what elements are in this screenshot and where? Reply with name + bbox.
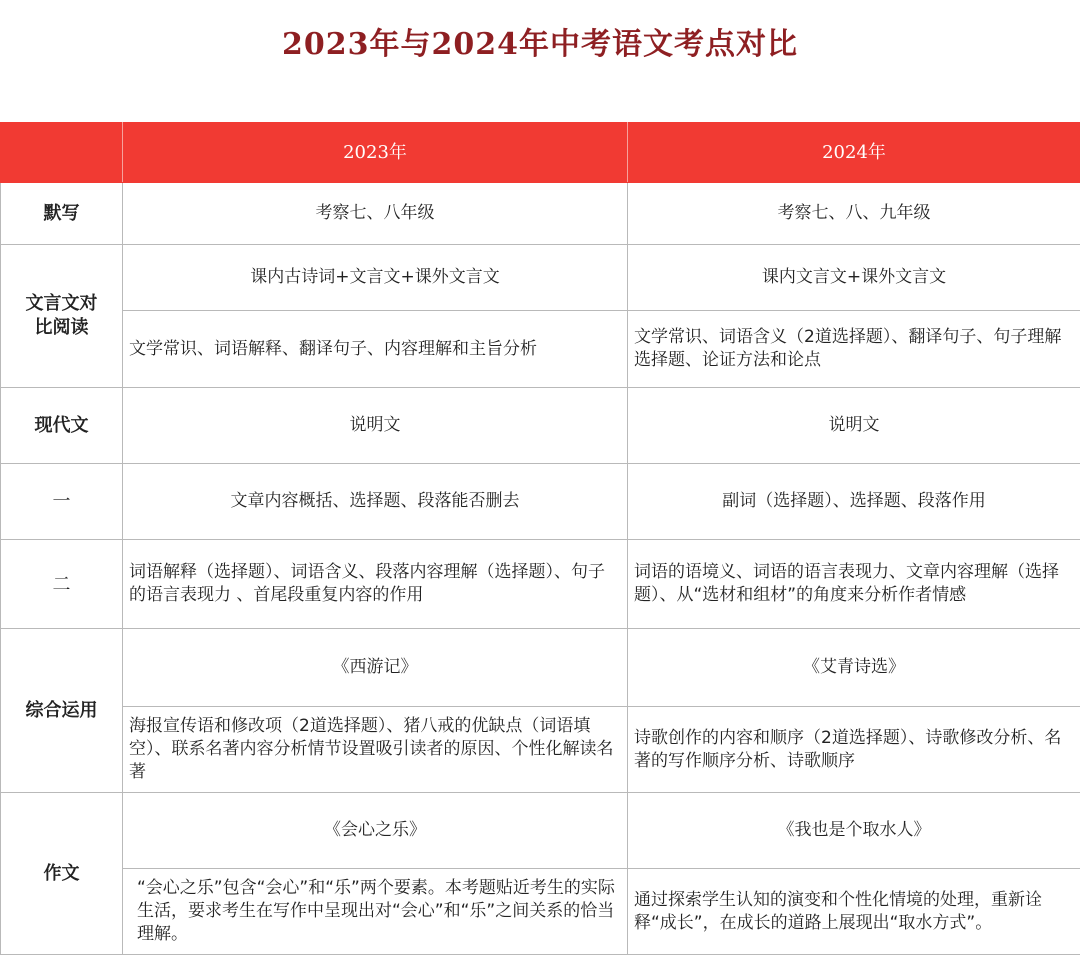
header-2024: 2024年 xyxy=(628,123,1080,183)
table-row-two xyxy=(1,540,1080,629)
cell-zonghe-b-2024: 诗歌创作的内容和顺序（2道选择题）、诗歌修改分析、名著的写作顺序分析、诗歌顺序 xyxy=(628,707,1080,793)
cell-wenyan-b-2024: 文学常识、词语含义（2道选择题）、翻译句子、句子理解选择题、论证方法和论点 xyxy=(628,311,1080,388)
cell-moxie-2024: 考察七、八、九年级 xyxy=(628,183,1080,245)
cell-xiandai-2024: 说明文 xyxy=(628,388,1080,464)
table-row-wenyan-b xyxy=(1,311,1080,388)
cell-one-2024: 副词（选择题）、选择题、段落作用 xyxy=(628,464,1080,540)
cell-zonghe-a-2023: 《西游记》 xyxy=(123,629,628,707)
cell-two-2024: 词语的语境义、词语的语言表现力、文章内容理解（选择题）、从“选材和组材”的角度来分析作者情感 xyxy=(628,540,1080,629)
table-row-wenyan-a xyxy=(1,245,1080,311)
row-label-zuowen: 作文 xyxy=(1,793,123,955)
cell-one-2023: 文章内容概括、选择题、段落能否删去 xyxy=(123,464,628,540)
row-label-zonghe: 综合运用 xyxy=(1,629,123,793)
header-2023: 2023年 xyxy=(123,123,628,183)
row-label-wenyan xyxy=(1,245,123,388)
header-blank-cell xyxy=(1,123,123,183)
table-row-xiandai xyxy=(1,388,1080,464)
cell-zonghe-b-2023: 海报宣传语和修改项（2道选择题）、猪八戒的优缺点（词语填空）、联系名著内容分析情节设置吸引读者的原因、个性化解读名著 xyxy=(123,707,628,793)
cell-zuowen-b-2024: 通过探索学生认知的演变和个性化情境的处理，重新诠释“成长”，在成长的道路上展现出“取水方式”。 xyxy=(628,869,1080,955)
row-label-wenyan-text: 文言文对比阅读 xyxy=(20,292,104,340)
cell-zuowen-a-2024: 《我也是个取水人》 xyxy=(628,793,1080,869)
row-label-moxie: 默写 xyxy=(1,183,123,245)
table-row-zuowen-a xyxy=(1,793,1080,869)
cell-moxie-2023: 考察七、八年级 xyxy=(123,183,628,245)
row-label-one: 一 xyxy=(1,464,123,540)
page-title-area xyxy=(0,0,1080,122)
cell-wenyan-a-2023: 课内古诗词+文言文+课外文言文 xyxy=(123,245,628,311)
table-row-one xyxy=(1,464,1080,540)
cell-zonghe-a-2024: 《艾青诗选》 xyxy=(628,629,1080,707)
page-title: 2023年与2024年中考语文考点对比 xyxy=(282,19,798,63)
row-label-two: 二 xyxy=(1,540,123,629)
cell-xiandai-2023: 说明文 xyxy=(123,388,628,464)
cell-zuowen-b-2023: “会心之乐”包含“会心”和“乐”两个要素。本考题贴近考生的实际生活，要求考生在写作中呈现出对“会心”和“乐”之间关系的恰当理解。 xyxy=(123,869,628,955)
cell-two-2023: 词语解释（选择题）、词语含义、段落内容理解（选择题）、句子的语言表现力 、首尾段重复内容的作用 xyxy=(123,540,628,629)
cell-wenyan-a-2024: 课内文言文+课外文言文 xyxy=(628,245,1080,311)
cell-zuowen-a-2023: 《会心之乐》 xyxy=(123,793,628,869)
table-row-zuowen-b xyxy=(1,869,1080,955)
table-row-zonghe-a xyxy=(1,629,1080,707)
table-row-moxie xyxy=(1,183,1080,245)
table-header-row xyxy=(1,123,1080,183)
row-label-xiandai: 现代文 xyxy=(1,388,123,464)
comparison-table xyxy=(0,122,1080,955)
table-row-zonghe-b xyxy=(1,707,1080,793)
cell-wenyan-b-2023: 文学常识、词语解释、翻译句子、内容理解和主旨分析 xyxy=(123,311,628,388)
